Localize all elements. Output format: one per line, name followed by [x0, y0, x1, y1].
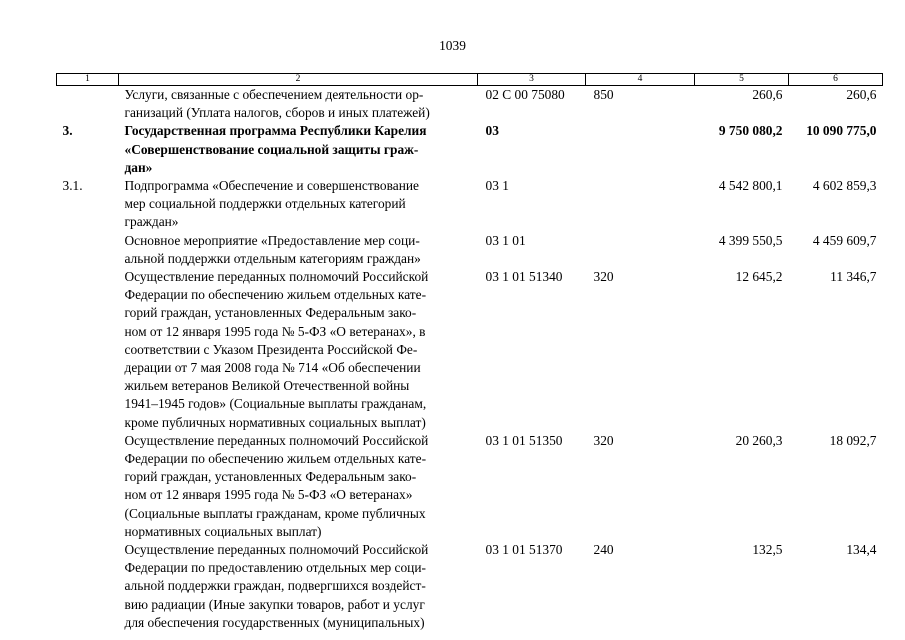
description-line: дерации от 7 мая 2008 года № 714 «Об обеспечении [124, 360, 421, 376]
amount-year-1: 12 645,2 [735, 269, 783, 285]
table-header [57, 74, 883, 86]
description-line: Подпрограмма «Обеспечение и совершенствование [124, 178, 419, 194]
row-description [119, 268, 478, 432]
amount-year-2: 18 092,7 [829, 432, 877, 448]
amount-year-1: 9 750 080,2 [718, 123, 783, 139]
expense-type: 320 [593, 269, 614, 285]
amount-year-2: 11 346,7 [830, 269, 877, 285]
row-description [119, 541, 478, 632]
target-code: 03 [485, 123, 499, 139]
row-description [119, 86, 478, 123]
target-code: 03 1 [485, 178, 509, 194]
description-line: Услуги, связанные с обеспечением деятельности ор- [124, 87, 424, 102]
description-line: Федерации по обеспечению жильем отдельных кате- [124, 451, 427, 467]
amount-year-1: 4 399 550,5 [718, 232, 783, 248]
page-number: 1039 [439, 38, 466, 53]
description-line: альной поддержки граждан, подвергшихся воздейст- [124, 578, 426, 594]
description-line: граждан» [124, 214, 179, 230]
amount-year-2: 4 459 609,7 [812, 232, 877, 248]
row-description [119, 232, 478, 268]
description-line: горий граждан, установленных Федеральным зако- [124, 305, 417, 321]
expense-type: 320 [593, 432, 614, 448]
description-line: «Совершенствование социальной защиты граж- [124, 141, 419, 157]
expense-type: 240 [593, 542, 614, 558]
amount-year-2: 4 602 859,3 [812, 178, 877, 194]
table-row [57, 432, 883, 541]
description-line: Осуществление переданных полномочий Российской [124, 432, 429, 448]
description-line: Государственная программа Республики Карелия [124, 123, 427, 139]
row-description [119, 432, 478, 541]
description-line: (Социальные выплаты гражданам, кроме публичных [124, 505, 426, 521]
table-row [57, 268, 883, 432]
description-line: альной поддержки отдельным категориям граждан» [124, 250, 421, 266]
row-number: 3. [62, 123, 73, 139]
column-header-2: 2 [119, 74, 478, 86]
description-line: нормативных социальных выплат) [124, 523, 322, 539]
description-line: Осуществление переданных полномочий Российской [124, 542, 429, 558]
column-header-1: 1 [57, 74, 119, 86]
column-header-4: 4 [586, 74, 695, 86]
row-number [57, 86, 119, 123]
target-code: 03 1 01 51370 [485, 542, 563, 558]
amount-year-1: 4 542 800,1 [718, 178, 783, 194]
expense-type [586, 177, 695, 232]
amount-year-2: 134,4 [846, 542, 877, 558]
expense-type [586, 232, 695, 268]
amount-year-2: 260,6 [846, 87, 877, 102]
row-number [57, 541, 119, 632]
description-line: Основное мероприятие «Предоставление мер соци- [124, 232, 420, 248]
description-line: соответствии с Указом Президента Российской Фе- [124, 341, 418, 357]
table-row [57, 86, 883, 123]
description-line: для обеспечения государственных (муниципальных) [124, 614, 425, 630]
description-line: 1941–1945 годов» (Социальные выплаты гражданам, [124, 396, 427, 412]
description-line: жильем ветеранов Великой Отечественной войны [124, 378, 410, 394]
description-line: ганизаций (Уплата налогов, сборов и иных платежей) [124, 105, 430, 121]
description-line: Осуществление переданных полномочий Российской [124, 269, 429, 285]
row-description [119, 122, 478, 177]
description-line: мер социальной поддержки отдельных категорий [124, 196, 406, 212]
target-code: 03 1 01 51350 [485, 432, 563, 448]
table-row [57, 541, 883, 632]
amount-year-2: 10 090 775,0 [806, 123, 877, 139]
column-header-6: 6 [789, 74, 883, 86]
row-number [57, 268, 119, 432]
row-number: 3.1. [62, 178, 83, 194]
table-row [57, 232, 883, 268]
description-line: ном от 12 января 1995 года № 5-ФЗ «О ветеранах» [124, 487, 413, 503]
row-number [57, 232, 119, 268]
row-number [57, 432, 119, 541]
amount-year-1: 260,6 [752, 87, 783, 102]
amount-year-1: 20 260,3 [735, 432, 783, 448]
description-line: ном от 12 января 1995 года № 5-ФЗ «О ветеранах», в [124, 323, 426, 339]
amount-year-1: 132,5 [752, 542, 783, 558]
description-line: Федерации по предоставлению отдельных мер соци- [124, 560, 426, 576]
budget-table [56, 73, 883, 632]
column-header-5: 5 [695, 74, 789, 86]
target-code: 03 1 01 51340 [485, 269, 563, 285]
description-line: Федерации по обеспечению жильем отдельных кате- [124, 287, 427, 303]
table-row [57, 122, 883, 177]
row-description [119, 177, 478, 232]
target-code: 02 С 00 75080 [485, 87, 565, 102]
description-line: вию радиации (Иные закупки товаров, работ и услуг [124, 596, 425, 612]
column-header-3: 3 [478, 74, 586, 86]
expense-type: 850 [593, 87, 614, 102]
description-line: дан» [124, 159, 153, 175]
table-body [57, 86, 883, 633]
column-number-row [57, 74, 883, 86]
description-line: горий граждан, установленных Федеральным зако- [124, 469, 417, 485]
description-line: кроме публичных нормативных социальных выплат) [124, 414, 426, 430]
expense-type [586, 122, 695, 177]
table-row [57, 177, 883, 232]
target-code: 03 1 01 [485, 232, 526, 248]
